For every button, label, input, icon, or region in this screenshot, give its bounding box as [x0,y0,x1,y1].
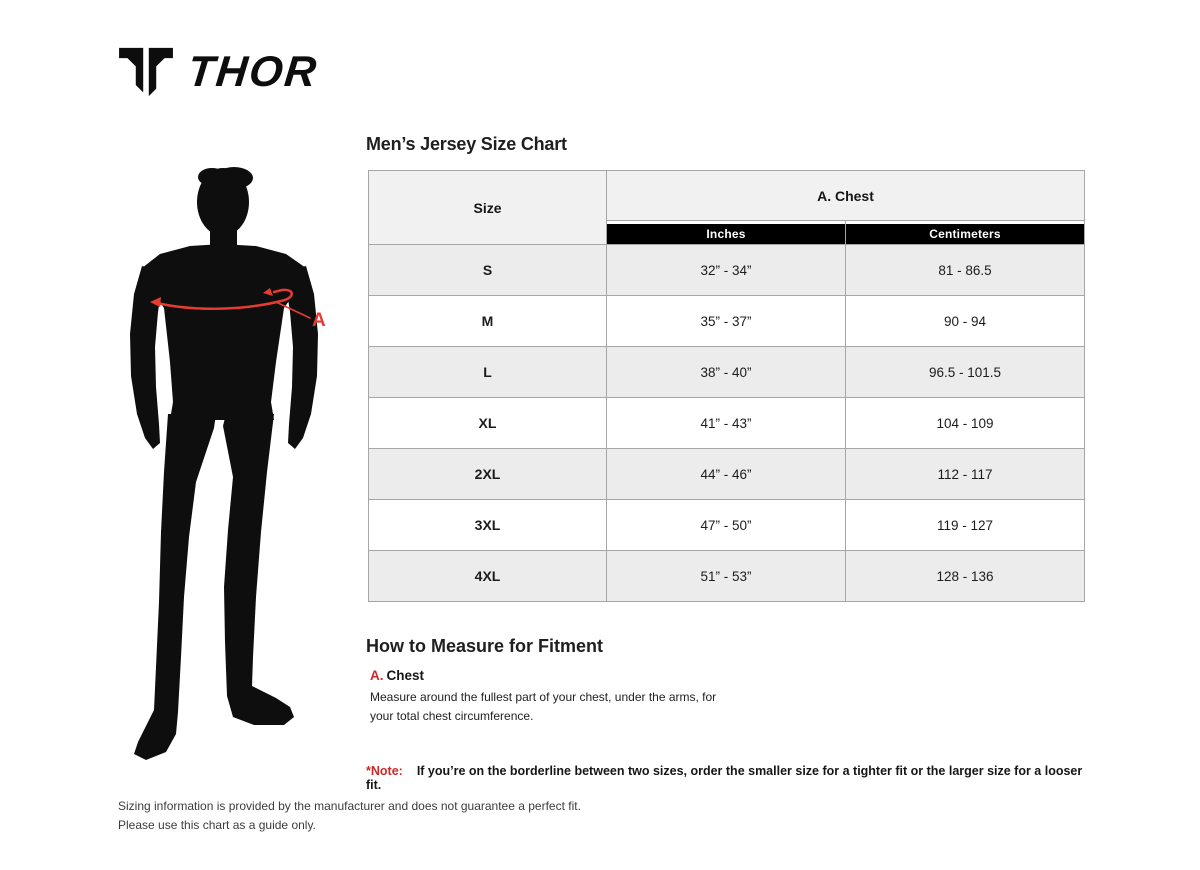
size-cell: L [369,347,606,397]
inches-cell: 41” - 43” [607,398,845,448]
thor-wings-icon [118,46,174,98]
inches-cell: 51” - 53” [607,551,845,601]
note-text: If you’re on the borderline between two sizes, order the smaller size for a tighter fit or the larger size for a looser fit. [366,764,1083,792]
cm-cell: 119 - 127 [846,500,1084,550]
inches-cell: 44” - 46” [607,449,845,499]
cm-cell: 128 - 136 [846,551,1084,601]
chest-column-header: A. Chest [607,171,1084,220]
measure-item-name: Chest [386,668,425,683]
measure-item-chest [370,668,770,725]
page-title: Men’s Jersey Size Chart [366,134,567,154]
unit-cell-centimeters [846,221,1084,244]
inches-cell: 35” - 37” [607,296,845,346]
measure-heading: How to Measure for Fitment [366,636,604,656]
footer-line-1: Sizing information is provided by the manufacturer and does not guarantee a perfect fit. [118,799,581,813]
unit-bar-inches: Inches [607,224,845,244]
body-silhouette-figure [126,162,338,764]
brand-wordmark: THOR [185,48,321,96]
unit-bar-centimeters: Centimeters [846,224,1084,244]
size-column-header: Size [369,171,606,244]
size-cell: 4XL [369,551,606,601]
footer-line-2: Please use this chart as a guide only. [118,818,316,833]
cm-cell: 104 - 109 [846,398,1084,448]
note-label: *Note: [366,764,403,778]
cm-cell: 96.5 - 101.5 [846,347,1084,397]
cm-cell: 81 - 86.5 [846,245,1084,295]
footer-disclaimer [118,797,581,835]
size-cell: S [369,245,606,295]
measure-item-key: A. [370,668,384,683]
size-cell: M [369,296,606,346]
body-silhouette [126,162,338,764]
cm-cell: 112 - 117 [846,449,1084,499]
chest-label-a: A [312,310,326,331]
inches-cell: 47” - 50” [607,500,845,550]
size-cell: 3XL [369,500,606,550]
measure-item-title [370,668,770,683]
size-cell: XL [369,398,606,448]
size-note [366,764,1086,792]
size-table [368,170,1085,602]
cm-cell: 90 - 94 [846,296,1084,346]
measure-item-description: Measure around the fullest part of your chest, under the arms, for your total chest circumference. [370,690,717,723]
inches-cell: 32” - 34” [607,245,845,295]
inches-cell: 38” - 40” [607,347,845,397]
brand-logo [118,46,321,98]
size-cell: 2XL [369,449,606,499]
unit-cell-inches [607,221,845,244]
